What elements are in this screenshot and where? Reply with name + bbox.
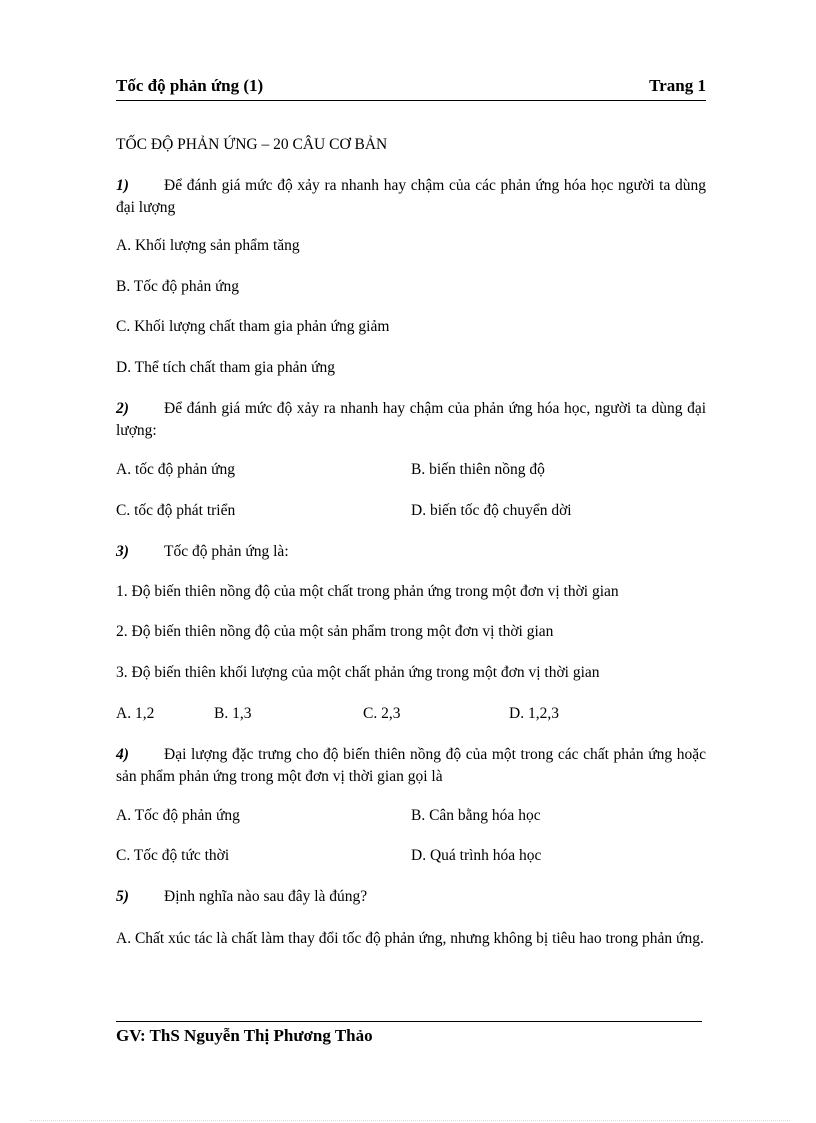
question-4-option-a: A. Tốc độ phản ứng	[116, 807, 240, 824]
question-2-option-d: D. biến tốc độ chuyển dời	[411, 502, 572, 519]
question-5	[116, 888, 367, 906]
question-4-option-d: D. Quá trình hóa học	[411, 847, 542, 864]
page-bottom-border	[30, 1120, 790, 1121]
question-2-option-a: A. tốc độ phản ứng	[116, 461, 236, 478]
question-2-option-c: C. tốc độ phát triển	[116, 502, 236, 519]
question-4-text: Đại lượng đặc trưng cho độ biến thiên nồng độ của một trong các chất phản ứng hoặc sản phẩm phản ứng trong một đơn vị thời gian gọi là	[116, 746, 706, 785]
question-5-number: 5)	[116, 888, 129, 905]
question-3-statement-1: 1. Độ biến thiên nồng độ của một chất trong phản ứng trong một đơn vị thời gian	[116, 583, 619, 600]
question-5-option-a: A. Chất xúc tác là chất làm thay đổi tốc độ phản ứng, nhưng không bị tiêu hao trong phản ứng.	[116, 930, 704, 947]
question-3-number: 3)	[116, 543, 129, 560]
question-3-statement-3: 3. Độ biến thiên khối lượng của một chất phản ứng trong một đơn vị thời gian	[116, 664, 600, 681]
question-3-option-a: A. 1,2	[116, 705, 155, 722]
question-4-option-b: B. Cân bằng hóa học	[411, 807, 541, 824]
footer-divider	[116, 1021, 702, 1022]
question-3-option-c: C. 2,3	[363, 705, 401, 722]
question-5-text: Định nghĩa nào sau đây là đúng?	[164, 888, 368, 905]
question-3-text: Tốc độ phản ứng là:	[164, 543, 289, 560]
document-heading: TỐC ĐỘ PHẢN ỨNG – 20 CÂU CƠ BẢN	[116, 136, 388, 153]
question-3-option-d: D. 1,2,3	[509, 705, 559, 722]
question-2-text: Để đánh giá mức độ xảy ra nhanh hay chậm của phản ứng hóa học, người ta dùng đại lượng:	[116, 400, 706, 439]
question-4-number: 4)	[116, 746, 129, 763]
page-header	[116, 76, 706, 101]
page-footer: GV: ThS Nguyễn Thị Phương Thảo	[116, 1026, 373, 1045]
question-2-option-b: B. biến thiên nồng độ	[411, 461, 545, 478]
question-4	[116, 744, 706, 788]
question-3	[116, 543, 289, 561]
question-2	[116, 398, 706, 442]
question-2-number: 2)	[116, 400, 129, 417]
header-page-number: Trang 1	[649, 76, 706, 95]
question-1-option-a: A. Khối lượng sản phẩm tăng	[116, 237, 300, 254]
question-1-option-d: D. Thể tích chất tham gia phản ứng	[116, 359, 336, 376]
question-3-statement-2: 2. Độ biến thiên nồng độ của một sản phẩm trong một đơn vị thời gian	[116, 623, 554, 640]
question-1	[116, 175, 706, 219]
question-1-option-b: B. Tốc độ phản ứng	[116, 278, 240, 295]
question-1-number: 1)	[116, 177, 129, 194]
question-4-option-c: C. Tốc độ tức thời	[116, 847, 230, 864]
question-1-option-c: C. Khối lượng chất tham gia phản ứng giảm	[116, 318, 390, 335]
question-1-text: Để đánh giá mức độ xảy ra nhanh hay chậm của các phản ứng hóa học người ta dùng đại lượng	[116, 177, 706, 216]
header-title: Tốc độ phản ứng (1)	[116, 76, 264, 95]
question-3-option-b: B. 1,3	[214, 705, 252, 722]
